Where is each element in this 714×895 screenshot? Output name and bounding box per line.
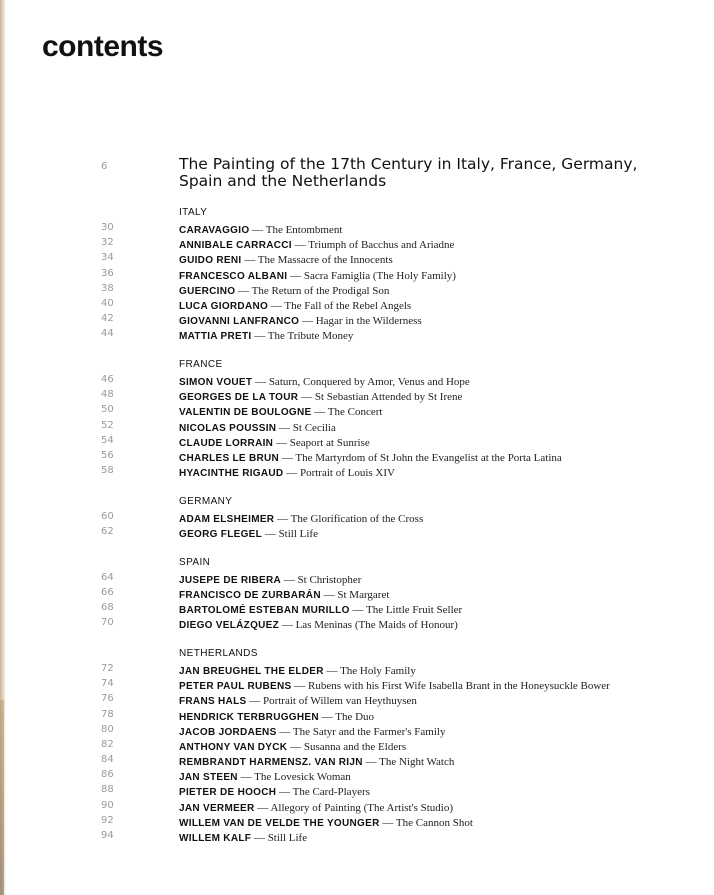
entry-work-title: St Margaret — [337, 588, 390, 601]
entry-page-number: 34 — [101, 252, 114, 264]
entry-work-title: Portrait of Louis XIV — [299, 467, 395, 480]
entry-separator: — — [273, 436, 290, 449]
entry-page-number: 84 — [101, 754, 114, 766]
entry-separator: — — [287, 269, 304, 282]
entry-work-title: Saturn, Conquered by Amor, Venus and Hope — [268, 376, 470, 388]
entry-page-number: 46 — [101, 374, 114, 385]
entry-separator: — — [281, 573, 298, 586]
entry-artist: JUSEPE DE RIBERA — [179, 574, 282, 586]
entry-artist: ANNIBALE CARRACCI — [179, 240, 292, 252]
section-title: SPAIN — [179, 556, 211, 568]
entry-separator: — — [318, 710, 336, 723]
entry-text — [179, 463, 395, 481]
entry-work-title: The Card-Players — [292, 786, 370, 799]
entry-artist: CLAUDE LORRAIN — [179, 437, 274, 449]
toc-entry[interactable] — [0, 296, 714, 311]
toc-entry[interactable] — [0, 387, 714, 402]
page-title: contents — [42, 30, 164, 63]
entry-work-title: Still Life — [267, 832, 308, 844]
entry-work-title: The Entombment — [265, 224, 343, 236]
toc-entry[interactable] — [0, 372, 714, 387]
entry-artist: ANTHONY VAN DYCK — [179, 741, 288, 753]
toc-entry[interactable] — [0, 402, 714, 417]
entry-work-title: Portrait of Willem van Heythuysen — [262, 695, 417, 708]
entry-work-title: The Lovesick Woman — [254, 771, 351, 784]
entry-page-number: 86 — [101, 769, 114, 781]
entry-page-number: 66 — [101, 586, 114, 598]
entry-page-number: 64 — [101, 571, 114, 583]
entry-separator: — — [362, 756, 380, 769]
entry-artist: HYACINTHE RIGAUD — [179, 468, 284, 480]
entry-work-title: St Cecilia — [292, 421, 336, 434]
toc-section — [0, 205, 714, 342]
entry-artist: CHARLES LE BRUN — [179, 452, 280, 464]
entry-separator: — — [246, 695, 263, 708]
entry-artist: WILLEM VAN DE VELDE THE YOUNGER — [179, 817, 380, 829]
toc-section — [0, 357, 714, 478]
toc-entry[interactable] — [0, 737, 714, 752]
entry-page-number: 80 — [101, 723, 114, 735]
entry-artist: JAN STEEN — [179, 772, 238, 784]
entry-separator: — — [299, 315, 316, 328]
entry-artist: BARTOLOMÉ ESTEBAN MURILLO — [179, 605, 350, 617]
entry-separator: — — [291, 239, 309, 252]
entry-separator: — — [283, 467, 300, 480]
entry-page-number: 32 — [101, 237, 114, 249]
entry-artist: GIOVANNI LANFRANCO — [179, 316, 300, 328]
entry-page-number: 38 — [101, 282, 114, 294]
toc-entry[interactable] — [0, 311, 714, 326]
entry-page-number: 36 — [101, 267, 114, 279]
entry-separator: — — [276, 786, 293, 799]
toc-entry[interactable] — [0, 676, 714, 691]
entry-text — [179, 615, 458, 633]
entry-work-title: Rubens with his First Wife Isabella Brant in the Honeysuckle Bower — [308, 680, 610, 693]
toc-entry[interactable] — [0, 722, 714, 737]
entry-artist: REMBRANDT HARMENSZ. VAN RIJN — [179, 757, 363, 769]
toc-entry[interactable] — [0, 266, 714, 281]
entry-separator: — — [287, 740, 304, 753]
entry-separator: — — [291, 680, 309, 693]
entry-work-title: The Fall of the Rebel Angels — [284, 299, 412, 312]
entry-work-title: Allegory of Painting (The Artist's Studio) — [270, 801, 454, 814]
entry-separator: — — [323, 664, 341, 677]
toc-entry[interactable] — [0, 813, 714, 828]
toc-entry[interactable] — [0, 691, 714, 706]
entry-page-number: 40 — [101, 297, 114, 309]
entry-separator: — — [251, 832, 268, 844]
entry-text — [179, 828, 307, 846]
toc-entry[interactable] — [0, 661, 714, 676]
entry-separator: — — [252, 376, 269, 388]
toc-entry[interactable] — [0, 524, 714, 539]
contents-list — [0, 205, 714, 859]
entry-separator: — — [274, 512, 291, 525]
toc-section — [0, 555, 714, 631]
entry-separator: — — [279, 619, 296, 632]
toc-entry[interactable] — [0, 615, 714, 630]
entry-separator: — — [241, 254, 258, 267]
entry-artist: FRANCISCO DE ZURBARÁN — [179, 589, 321, 601]
entry-page-number: 92 — [101, 814, 114, 826]
entry-separator: — — [254, 801, 271, 814]
entry-artist: FRANCESCO ALBANI — [179, 270, 288, 282]
toc-entry[interactable] — [0, 448, 714, 463]
entry-work-title: The Little Fruit Seller — [365, 604, 463, 617]
entry-artist: FRANS HALS — [179, 696, 247, 708]
entry-work-title: The Return of the Prodigal Son — [251, 284, 390, 297]
entry-page-number: 42 — [101, 313, 114, 325]
entry-work-title: Susanna and the Elders — [303, 740, 407, 753]
entry-page-number: 68 — [101, 602, 114, 614]
entry-artist: GUIDO RENI — [179, 255, 242, 267]
entry-page-number: 62 — [101, 526, 114, 537]
toc-entry[interactable] — [0, 752, 714, 767]
entry-text — [179, 524, 318, 542]
entry-artist: GEORGES DE LA TOUR — [179, 392, 299, 404]
entry-artist: SIMON VOUET — [179, 377, 253, 388]
entry-page-number: 58 — [101, 465, 114, 477]
entry-separator: — — [320, 588, 338, 601]
toc-entry[interactable] — [0, 281, 714, 296]
toc-entry[interactable] — [0, 418, 714, 433]
entry-artist: GUERCINO — [179, 285, 236, 297]
entry-work-title: The Glorification of the Cross — [290, 512, 424, 525]
toc-section — [0, 646, 714, 843]
entry-page-number: 44 — [101, 328, 114, 340]
entry-work-title: The Martyrdom of St John the Evangelist at the Porta Latina — [295, 451, 562, 464]
entry-artist: WILLEM KALF — [179, 833, 252, 844]
intro-title: The Painting of the 17th Century in Italy, France, Germany, Spain and the Netherlands — [179, 155, 638, 190]
entry-artist: LUCA GIORDANO — [179, 300, 269, 312]
entry-artist: CARAVAGGIO — [179, 225, 250, 236]
entry-page-number: 88 — [101, 784, 114, 796]
entry-separator: — — [235, 284, 252, 297]
toc-entry[interactable] — [0, 220, 714, 235]
entry-page-number: 82 — [101, 738, 114, 750]
entry-page-number: 50 — [101, 404, 114, 416]
entry-work-title: The Cannon Shot — [395, 816, 473, 829]
toc-entry[interactable] — [0, 235, 714, 250]
entry-separator: — — [237, 771, 255, 784]
entry-artist: JACOB JORDAENS — [179, 726, 277, 738]
entry-separator: — — [276, 725, 293, 738]
entry-artist: PIETER DE HOOCH — [179, 787, 277, 799]
toc-entry[interactable] — [0, 570, 714, 585]
entry-separator: — — [276, 421, 293, 434]
section-title: ITALY — [179, 207, 208, 218]
entry-work-title: The Satyr and the Farmer's Family — [292, 725, 446, 738]
entry-page-number: 90 — [101, 799, 114, 811]
entry-separator: — — [311, 406, 328, 419]
entry-artist: GEORG FLEGEL — [179, 529, 263, 540]
entry-work-title: Sacra Famiglia (The Holy Family) — [303, 269, 456, 282]
entry-work-title: The Concert — [327, 406, 383, 419]
entry-page-number: 74 — [101, 678, 114, 690]
entry-artist: ADAM ELSHEIMER — [179, 513, 275, 525]
entry-work-title: Still Life — [278, 528, 318, 540]
entry-page-number: 94 — [101, 830, 114, 841]
entry-work-title: St Sebastian Attended by St Irene — [314, 391, 463, 404]
entry-artist: MATTIA PRETI — [179, 331, 252, 343]
entry-separator: — — [268, 299, 285, 312]
entry-work-title: The Night Watch — [379, 756, 455, 769]
section-title: GERMANY — [179, 495, 233, 507]
entry-page-number: 76 — [101, 693, 114, 705]
intro-page-number: 6 — [101, 161, 108, 172]
section-title: FRANCE — [179, 359, 223, 370]
entry-separator: — — [298, 391, 315, 404]
entry-work-title: Seaport at Sunrise — [289, 436, 370, 449]
entry-artist: PETER PAUL RUBENS — [179, 681, 292, 693]
toc-entry[interactable] — [0, 798, 714, 813]
entry-work-title: The Duo — [335, 710, 375, 723]
entry-page-number: 48 — [101, 389, 114, 401]
entry-separator: — — [279, 451, 296, 464]
entry-separator: — — [249, 224, 266, 236]
entry-separator: — — [251, 330, 268, 343]
section-title: NETHERLANDS — [179, 647, 258, 659]
toc-entry[interactable] — [0, 250, 714, 265]
toc-entry[interactable] — [0, 828, 714, 843]
toc-entry[interactable] — [0, 509, 714, 524]
entry-work-title: Hagar in the Wilderness — [315, 315, 422, 328]
entry-work-title: The Tribute Money — [267, 330, 354, 343]
toc-entry[interactable] — [0, 782, 714, 797]
entry-separator: — — [262, 528, 279, 540]
entry-artist: DIEGO VELÁZQUEZ — [179, 620, 280, 632]
entry-page-number: 70 — [101, 617, 114, 629]
entry-page-number: 72 — [101, 662, 114, 674]
toc-entry[interactable] — [0, 707, 714, 722]
entry-artist: JAN VERMEER — [179, 802, 255, 814]
entry-page-number: 52 — [101, 419, 114, 431]
entry-page-number: 60 — [101, 510, 114, 522]
entry-work-title: Las Meninas (The Maids of Honour) — [295, 619, 458, 632]
entry-text — [179, 326, 353, 344]
entry-separator: — — [379, 816, 396, 829]
toc-section — [0, 494, 714, 539]
entry-work-title: The Massacre of the Innocents — [257, 254, 393, 267]
entry-artist: JAN BREUGHEL THE ELDER — [179, 665, 324, 677]
toc-entry[interactable] — [0, 326, 714, 341]
toc-entry[interactable] — [0, 433, 714, 448]
entry-page-number: 78 — [101, 708, 114, 720]
entry-work-title: St Christopher — [297, 573, 362, 586]
toc-entry[interactable] — [0, 585, 714, 600]
toc-entry[interactable] — [0, 463, 714, 478]
entry-page-number: 56 — [101, 449, 114, 461]
entry-artist: NICOLAS POUSSIN — [179, 422, 277, 434]
toc-entry[interactable] — [0, 600, 714, 615]
entry-artist: VALENTIN DE BOULOGNE — [179, 407, 312, 419]
entry-page-number: 54 — [101, 434, 114, 446]
entry-artist: HENDRICK TERBRUGGHEN — [179, 711, 319, 723]
toc-entry[interactable] — [0, 767, 714, 782]
entry-work-title: Triumph of Bacchus and Ariadne — [308, 239, 455, 252]
entry-work-title: The Holy Family — [340, 664, 416, 677]
entry-separator: — — [349, 604, 366, 617]
entry-page-number: 30 — [101, 222, 114, 233]
